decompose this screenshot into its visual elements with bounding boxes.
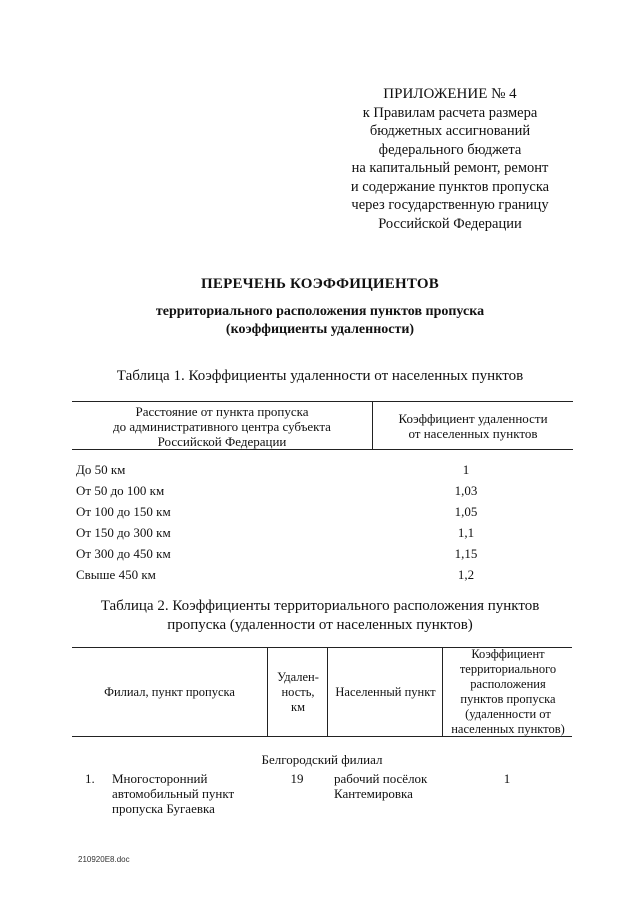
- coefficient-value: 1: [503, 771, 511, 786]
- appendix-line: и содержание пунктов пропуска: [350, 178, 550, 195]
- table2-caption: [0, 597, 640, 635]
- distance-range: От 150 до 300 км: [76, 525, 171, 540]
- header-text: Расстояние от пункта пропуска: [135, 404, 309, 419]
- table2-header-distance: [267, 648, 328, 736]
- coefficient-value: 1,1: [457, 525, 475, 540]
- coefficient-value: 1,05: [454, 504, 478, 519]
- header-text: Коэффициент: [471, 647, 545, 661]
- coefficient-value: 1: [462, 462, 470, 477]
- table2-header-coef: [442, 648, 573, 736]
- coefficient-value: 1,03: [454, 483, 478, 498]
- table1-header-distance: [72, 404, 372, 449]
- settlement-line: Кантемировка: [334, 786, 413, 801]
- header-text: Филиал, пункт пропуска: [104, 684, 235, 699]
- document-subtitle: [0, 303, 640, 339]
- header-text: расположения: [470, 677, 546, 691]
- appendix-line: бюджетных ассигнований: [369, 123, 531, 139]
- settlement-name: [334, 771, 444, 801]
- subtitle-line: (коэффициенты удаленности): [225, 322, 415, 337]
- name-line: автомобильный пункт: [112, 786, 235, 801]
- header-text: Удален-: [277, 669, 319, 684]
- subtitle-line: территориального расположения пунктов пропуска: [155, 304, 485, 319]
- distance-value: 19: [290, 771, 304, 786]
- header-text: населенных пунктов): [451, 722, 565, 736]
- header-text: км: [291, 699, 305, 714]
- header-text: пунктов пропуска: [460, 692, 556, 706]
- appendix-line: Российской Федерации: [378, 215, 522, 232]
- caption-line: Таблица 2. Коэффициенты территориального расположения пунктов: [100, 598, 540, 614]
- table-row: [76, 546, 573, 566]
- table2-header-branch: [72, 648, 267, 736]
- table-row: [76, 504, 573, 524]
- table1-header-coef: [372, 402, 573, 449]
- appendix-line: федерального бюджета: [378, 141, 522, 158]
- header-text: от населенных пунктов: [408, 425, 538, 441]
- header-text: территориального: [459, 662, 557, 676]
- table1-header: [72, 401, 573, 450]
- distance-range: Свыше 450 км: [76, 567, 156, 582]
- appendix-title: ПРИЛОЖЕНИЕ № 4: [383, 86, 517, 102]
- appendix-line: через государственную границу: [351, 197, 549, 213]
- distance-range: От 100 до 150 км: [76, 504, 171, 519]
- table-row: [76, 462, 573, 482]
- header-text: (удаленности от: [465, 707, 551, 721]
- row-number: 1.: [85, 771, 95, 786]
- footer-filename: 210920E8.doc: [78, 855, 130, 864]
- header-text: Российской Федерации: [157, 434, 287, 449]
- coefficient-value: 1,15: [454, 546, 478, 561]
- table1-caption: Таблица 1. Коэффициенты удаленности от населенных пунктов: [116, 368, 524, 384]
- distance-range: До 50 км: [76, 462, 126, 477]
- table-row: [76, 525, 573, 545]
- distance-range: От 50 до 100 км: [76, 483, 165, 498]
- header-text: до административного центра субъекта: [113, 419, 331, 434]
- header-text: Населенный пункт: [335, 684, 436, 699]
- branch-heading: Белгородский филиал: [261, 752, 383, 767]
- appendix-block: [330, 85, 570, 233]
- header-text: Коэффициент удаленности: [398, 410, 548, 426]
- name-line: Многосторонний: [112, 771, 208, 786]
- coefficient-value: 1,2: [457, 567, 475, 582]
- table2-header-settlement: [327, 648, 443, 736]
- header-text: ность,: [281, 684, 315, 699]
- name-line: пропуска Бугаевка: [112, 801, 215, 816]
- table-row: [72, 771, 572, 821]
- appendix-line: к Правилам расчета размера: [362, 104, 538, 121]
- appendix-line: на капитальный ремонт, ремонт: [351, 160, 549, 176]
- settlement-line: рабочий посёлок: [334, 771, 428, 786]
- caption-line: пропуска (удаленности от населенных пунктов): [167, 617, 473, 633]
- table-row: [76, 483, 573, 503]
- checkpoint-name: [112, 771, 262, 816]
- table-row: [76, 567, 573, 587]
- document-title: ПЕРЕЧЕНЬ КОЭФФИЦИЕНТОВ: [201, 276, 439, 292]
- table2-header: [72, 647, 572, 737]
- distance-range: От 300 до 450 км: [76, 546, 171, 561]
